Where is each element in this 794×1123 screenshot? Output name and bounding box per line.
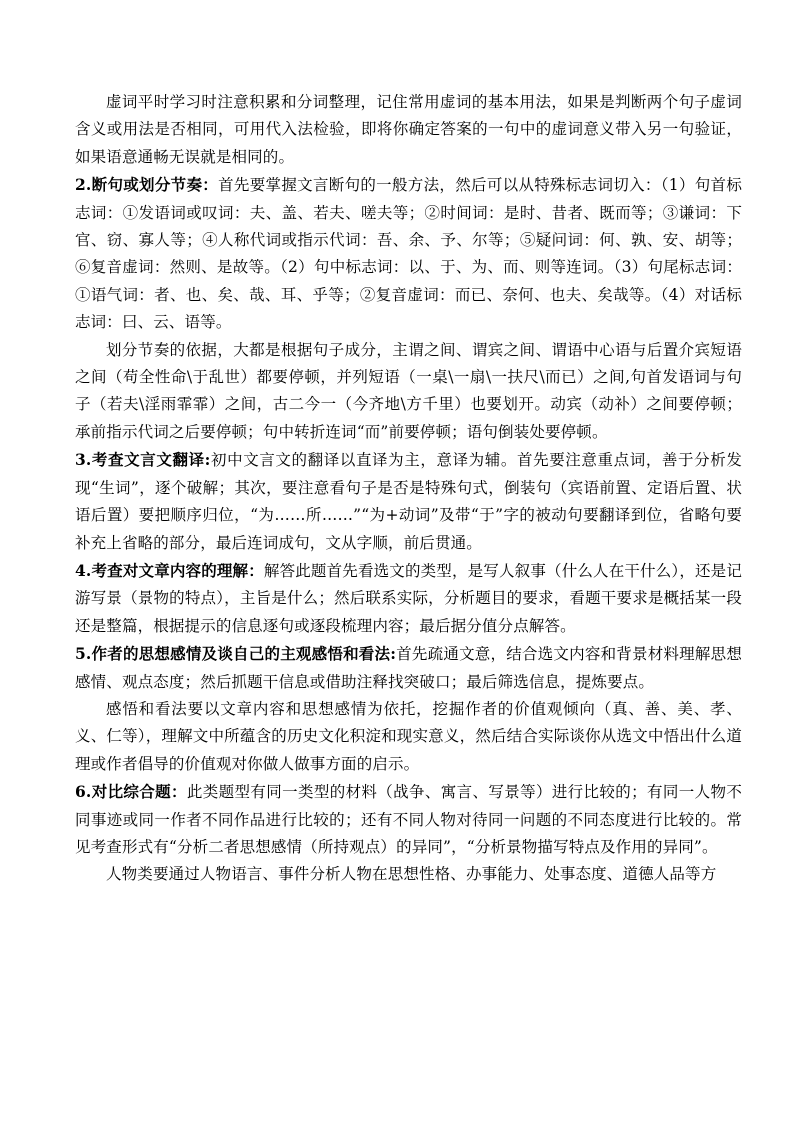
paragraph-text: 虚词平时学习时注意积累和分词整理，记住常用虚词的基本用法，如果是判断两个句子虚词含义或用法是否相同，可用代入法检验，即将你确定答案的一句中的虚词意义带入另一句验证，如果语意通畅无误就是相同的。 bbox=[75, 93, 742, 166]
paragraph-text: 初中文言文的翻译以直译为主，意译为辅。首先要注意重点词，善于分析发现“生词”，逐个破解；其次，要注意看句子是否是特殊句式，倒装句（宾语前置、定语后置、状语后置）要把顺序归位，“为……所……”“为+动词”及带“于”字的被动句要翻译到位，省略句要补充上省略的部分，最后连词成句，文从字顺，前后贯通。 bbox=[75, 451, 743, 552]
section-heading: 4.考查对文章内容的理解： bbox=[75, 560, 264, 580]
paragraph-translation bbox=[75, 446, 742, 557]
paragraph-insights bbox=[75, 696, 742, 778]
section-heading: 3.考查文言文翻译: bbox=[75, 450, 211, 470]
paragraph-rhythm-basis bbox=[75, 337, 742, 447]
paragraph-text: 感悟和看法要以文章内容和思想感情为依托，挖掘作者的价值观倾向（真、善、美、孝、义、仁等），理解文中所蕴含的历史文化积淀和现实意义，然后结合实际谈你从选文中悟出什么道理或作者倡导的价值观对你做人做事方面的启示。 bbox=[75, 699, 742, 773]
section-heading: 2.断句或划分节奏： bbox=[75, 175, 219, 195]
paragraph-text: 此类题型有同一类型的材料（战争、寓言、写景等）进行比较的；有同一人物不同事迹或同一作者不同作品进行比较的；还有不同人物对待同一问题的不同态度进行比较的。常见考查形式有“分析二者思想感情（所持观点）的异同”，“分析景物描写特点及作用的异同”。 bbox=[75, 783, 742, 856]
paragraph-function-words bbox=[75, 89, 742, 171]
paragraph-text: 划分节奏的依据，大都是根据句子成分，主谓之间、谓宾之间、谓语中心语与后置介宾短语之间（苟全性命\于乱世）都要停顿，并列短语（一桌\一扇\一扶尺\而已）之间,句首发语词与句子（若夫\淫雨霏霏）之间，古二今一（今齐地\方千里）也要划开。动宾（动补）之间要停顿；承前指示代词之后要停顿；句中转折连词“而”前要停顿；语句倒装处要停顿。 bbox=[75, 340, 742, 441]
section-heading: 5.作者的思想感情及谈自己的主观感悟和看法: bbox=[75, 644, 397, 664]
paragraph-content-understanding bbox=[75, 557, 742, 640]
paragraph-comparison bbox=[75, 778, 742, 861]
paragraph-character-type bbox=[75, 861, 742, 888]
paragraph-text: 解答此题首先看选文的类型，是写人叙事（什么人在干什么），还是记游写景（景物的特点），主旨是什么；然后联系实际，分析题目的要求，看题干要求是概括某一段还是整篇，根据提示的信息逐句或逐段梳理内容；最后据分值分点解答。 bbox=[75, 561, 742, 635]
paragraph-text: 首先要掌握文言断句的一般方法，然后可以从特殊标志词切入：（1）句首标志词：①发语词或叹词：夫、盖、若夫、嗟夫等；②时间词：是时、昔者、既而等；③谦词：下官、窃、寡人等；④人称代词或指示代词：吾、余、予、尔等；⑤疑问词：何、孰、安、胡等；⑥复音虚词：然则、是故等。（2）句中标志词：以、于、为、而、则等连词。（3）句尾标志词：①语气词：者、也、矣、哉、耳、乎等；②复音虚词：而已、奈何、也夫、矣哉等。（4）对话标志词：曰、云、语等。 bbox=[75, 176, 743, 332]
section-heading: 6.对比综合题： bbox=[75, 782, 187, 802]
paragraph-text: 人物类要通过人物语言、事件分析人物在思想性格、办事能力、处事态度、道德人品等方 bbox=[106, 865, 717, 884]
paragraph-text: 首先疏通文意，结合选文内容和背景材料理解思想感情、观点态度；然后抓题干信息或借助注释找突破口；最后筛选信息，提炼要点。 bbox=[75, 645, 742, 691]
paragraph-sentence-breaking bbox=[75, 171, 742, 336]
paragraph-author-feelings bbox=[75, 640, 742, 696]
